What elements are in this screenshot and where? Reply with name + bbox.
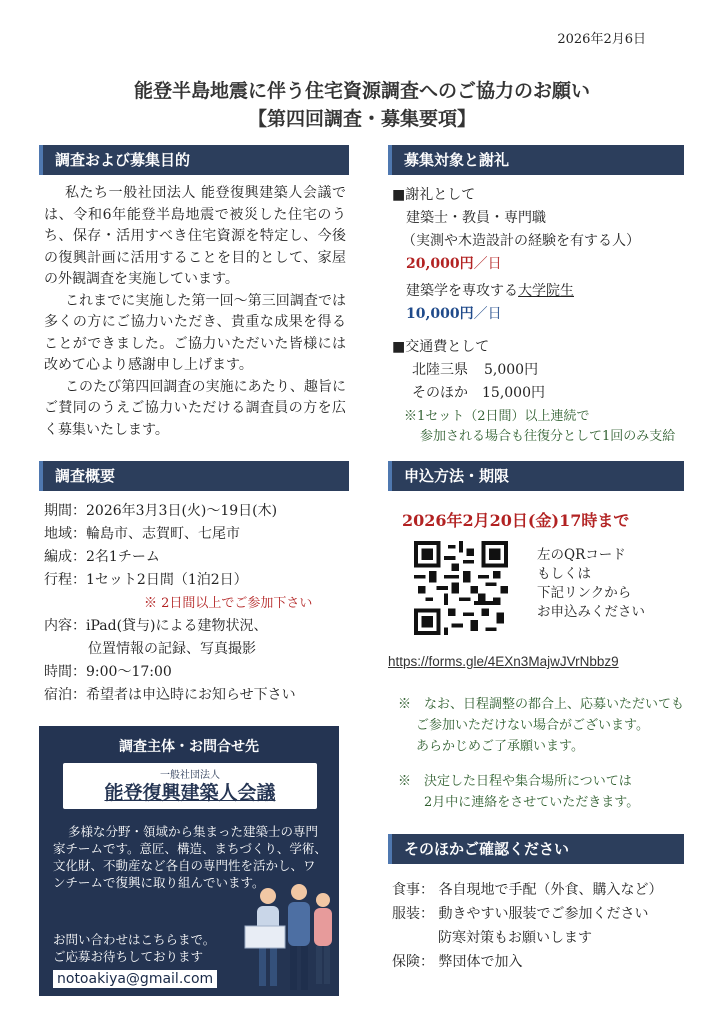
overview-list xyxy=(44,500,349,707)
purpose-paragraph-2: これまでに実施した第一回〜第三回調査では多くの方にご協力いただき、貴重な成果を得ることができました。ご協力いただいた皆様には改めて心より感謝申し上げます。 xyxy=(44,292,346,373)
reward-heading: 募集対象と謝礼 xyxy=(388,145,684,175)
others-clothes-2: 防寒対策もお願いします xyxy=(438,930,592,946)
others-clothes: 服装： 動きやすい服装でご参加ください xyxy=(392,906,649,922)
others-heading: そのほかご確認ください xyxy=(388,834,684,864)
purpose-text xyxy=(44,183,346,441)
others-insurance: 保険： 弊団体で加入 xyxy=(392,954,523,970)
overview-time: 時間：9:00〜17:00 xyxy=(44,664,172,680)
apply-heading: 申込方法・期限 xyxy=(388,461,684,491)
reward-section xyxy=(392,184,692,447)
qr-text-3: 下記リンクから xyxy=(537,585,632,601)
transport1-name: 北陸三県 xyxy=(412,362,468,378)
overview-content-2: 位置情報の記録、写真撮影 xyxy=(88,641,256,657)
overview-heading: 調査概要 xyxy=(39,461,349,491)
contact-box xyxy=(39,726,339,996)
transport-note-2: 参加される場合も往復分として1回のみ支給 xyxy=(420,429,676,444)
qr-code-icon[interactable] xyxy=(414,541,508,635)
reward-label: ■謝礼として xyxy=(392,187,476,203)
per-day-label: ／日 xyxy=(473,256,502,272)
transport2-amount: 15,000円 xyxy=(482,385,545,401)
apply-note-1c: あらかじめご了承願います。 xyxy=(416,739,584,754)
contact-email[interactable]: notoakiya@gmail.com xyxy=(53,970,217,988)
qr-text-4: お申込みください xyxy=(537,604,645,620)
transport-row-1 xyxy=(392,359,692,382)
others-meal: 食事： 各自現地で手配（外食、購入など） xyxy=(392,882,663,898)
reward-group2 xyxy=(392,280,692,303)
transport-row-2 xyxy=(392,382,692,405)
page-subtitle: 【第四回調査・募集要項】 xyxy=(247,108,476,130)
page-title: 能登半島地震に伴う住宅資源調査へのご協力のお願い xyxy=(133,80,590,102)
qr-text-2: もしくは xyxy=(537,566,591,582)
purpose-heading: 調査および募集目的 xyxy=(39,145,349,175)
reward-group1-note: （実測や木造設計の経験を有する人） xyxy=(402,233,640,249)
reward-group2-em: 大学院生 xyxy=(518,283,574,299)
inquiry-text xyxy=(53,931,215,965)
overview-area: 地域：輪島市、志賀町、七尾市 xyxy=(44,526,240,542)
overview-schedule: 行程：1セット2日間（1泊2日） xyxy=(44,572,248,588)
transport-label: ■交通費として xyxy=(392,339,490,355)
apply-note-2a: ※ 決定した日程や集合場所については xyxy=(398,774,632,789)
apply-link[interactable]: https://forms.gle/4EXn3MajwJVrNbbz9 xyxy=(388,654,619,669)
others-list xyxy=(392,878,692,974)
purpose-paragraph-3: このたび第四回調査の実施にあたり、趣旨にご賛同のうえご協力いただける調査員の方を広く募集いたします。 xyxy=(44,378,346,438)
apply-note-1a: ※ なお、日程調整の都合上、応募いただいても xyxy=(398,697,685,712)
people-illustration xyxy=(235,876,335,994)
apply-note-2b: 2月中に連絡をさせていただきます。 xyxy=(424,795,640,810)
reward-group1-amount-row xyxy=(392,253,692,276)
purpose-paragraph-1: 私たち一般社団法人 能登復興建築人会議では、令和6年能登半島地震で被災した住宅のうち、保存・活用すべき住宅資源を特定し、今後の復興計画に活用することを目的として、家屋の外観調査を実施しています。 xyxy=(44,185,346,287)
apply-notes xyxy=(398,694,684,813)
overview-lodging: 宿泊：希望者は申込時にお知らせ下さい xyxy=(44,687,296,703)
overview-period: 期間：2026年3月3日(火)〜19日(木) xyxy=(44,503,278,519)
reward-group1-amount: 20,000円 xyxy=(406,256,474,272)
apply-deadline: 2026年2月20日(金)17時まで xyxy=(402,511,630,530)
transport1-amount: 5,000円 xyxy=(484,362,539,378)
reward-group2-prefix: 建築学を専攻する xyxy=(406,283,518,299)
inquiry-line-1: お問い合わせはこちらまで。 xyxy=(53,932,216,947)
org-description: 多様な分野・領域から集まった建築士の専門家チームです。意匠、構造、まちづくり、学術、文化財、不動産など各自の専門性を活かし、ワンチームで復興に取り組んでいます。 xyxy=(53,824,327,890)
org-type: 一般社団法人 xyxy=(160,770,220,781)
inquiry-line-2: ご応募お待ちしております xyxy=(53,949,204,964)
overview-content: 内容：iPad(貸与)による建物状況、 xyxy=(44,618,268,634)
contact-heading: 調査主体・お問合せ先 xyxy=(119,739,259,755)
qr-instructions xyxy=(537,546,645,622)
org-name: 能登復興建築人会議 xyxy=(104,782,276,804)
reward-group2-amount-row xyxy=(392,303,692,326)
reward-group1: 建築士・教員・専門職 xyxy=(406,210,546,226)
overview-team: 編成：2名1チーム xyxy=(44,549,160,565)
transport-note-1: ※1セット（2日間）以上連続で xyxy=(404,409,590,424)
overview-schedule-note: ※ 2日間以上でご参加下さい xyxy=(144,596,313,611)
per-day-label-2: ／日 xyxy=(473,306,502,322)
org-logo xyxy=(63,763,317,809)
issue-date: 2026年2月6日 xyxy=(557,32,646,47)
qr-text-1: 左のQRコード xyxy=(537,547,626,563)
apply-note-1b: ご参加いただけない場合がございます。 xyxy=(416,718,649,733)
reward-group2-amount: 10,000円 xyxy=(406,306,474,322)
transport2-name: そのほか xyxy=(412,385,468,401)
